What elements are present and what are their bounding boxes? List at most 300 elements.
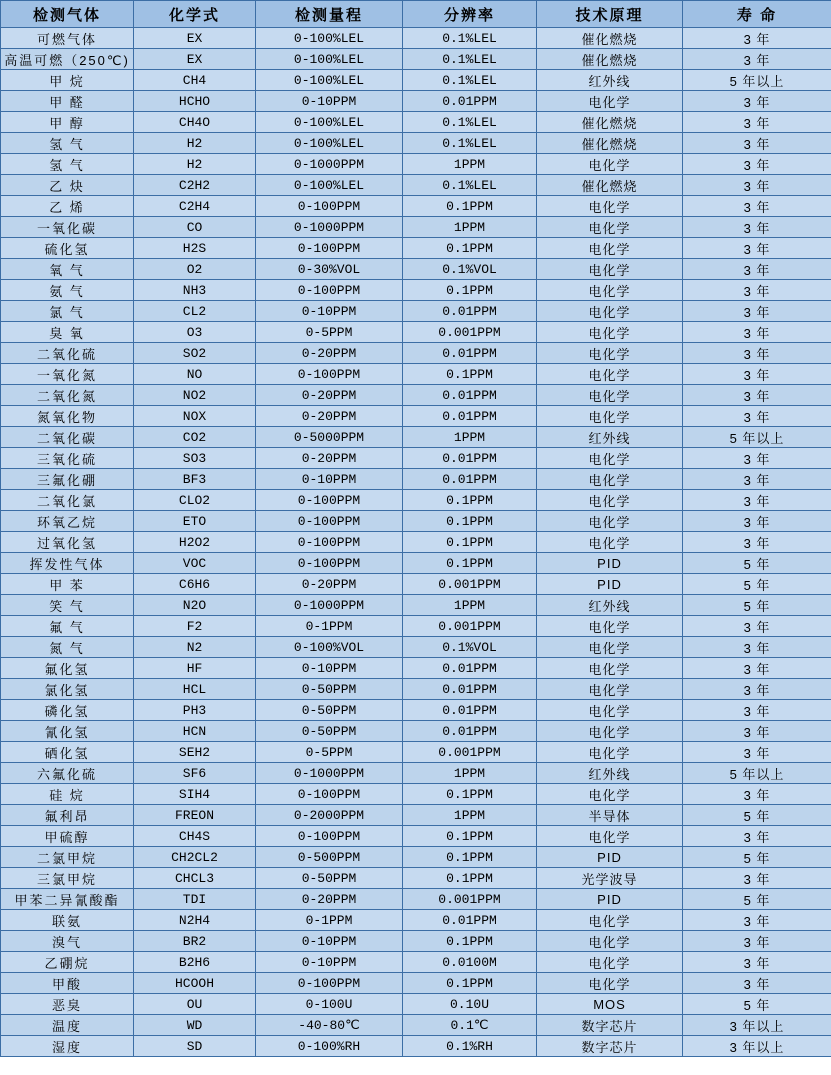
cell-resolution: 0.01PPM [403, 910, 537, 931]
cell-gas-name: 湿度 [1, 1036, 134, 1057]
cell-resolution: 0.1PPM [403, 868, 537, 889]
cell-detection-range: 0-100%LEL [256, 28, 403, 49]
cell-resolution: 0.0100M [403, 952, 537, 973]
cell-lifespan: 3 年 [683, 532, 831, 553]
cell-gas-name: 二氧化氯 [1, 490, 134, 511]
cell-gas-name: 硫化氢 [1, 238, 134, 259]
cell-technical-principle: 电化学 [537, 154, 683, 175]
table-row [1, 280, 831, 301]
cell-detection-range: 0-1000PPM [256, 217, 403, 238]
cell-lifespan: 3 年 [683, 280, 831, 301]
cell-chemical-formula: BF3 [134, 469, 256, 490]
table-row [1, 826, 831, 847]
cell-detection-range: 0-100U [256, 994, 403, 1015]
cell-lifespan: 3 年 [683, 721, 831, 742]
cell-gas-name: 三氧化硫 [1, 448, 134, 469]
cell-gas-name: 甲苯二异氰酸酯 [1, 889, 134, 910]
cell-technical-principle: 电化学 [537, 490, 683, 511]
cell-gas-name: 氟 气 [1, 616, 134, 637]
cell-resolution: 0.1PPM [403, 553, 537, 574]
cell-chemical-formula: N2H4 [134, 910, 256, 931]
cell-detection-range: 0-50PPM [256, 679, 403, 700]
cell-gas-name: 氮 气 [1, 637, 134, 658]
cell-gas-name: 乙 炔 [1, 175, 134, 196]
cell-technical-principle: 催化燃烧 [537, 28, 683, 49]
cell-chemical-formula: CHCL3 [134, 868, 256, 889]
table-row [1, 994, 831, 1015]
cell-chemical-formula: CH4S [134, 826, 256, 847]
cell-chemical-formula: HCHO [134, 91, 256, 112]
table-row [1, 343, 831, 364]
cell-gas-name: 氧 气 [1, 259, 134, 280]
table-row [1, 805, 831, 826]
cell-chemical-formula: N2 [134, 637, 256, 658]
cell-chemical-formula: SD [134, 1036, 256, 1057]
cell-detection-range: 0-10PPM [256, 658, 403, 679]
cell-chemical-formula: HCOOH [134, 973, 256, 994]
cell-detection-range: 0-100%LEL [256, 112, 403, 133]
cell-detection-range: 0-100PPM [256, 511, 403, 532]
cell-gas-name: 挥发性气体 [1, 553, 134, 574]
cell-chemical-formula: NH3 [134, 280, 256, 301]
cell-technical-principle: 电化学 [537, 952, 683, 973]
cell-chemical-formula: CL2 [134, 301, 256, 322]
cell-gas-name: 甲 醇 [1, 112, 134, 133]
table-row [1, 112, 831, 133]
cell-chemical-formula: TDI [134, 889, 256, 910]
header-detection-range: 检测量程 [256, 1, 403, 28]
cell-gas-name: 甲 苯 [1, 574, 134, 595]
cell-detection-range: 0-100PPM [256, 280, 403, 301]
cell-detection-range: 0-20PPM [256, 574, 403, 595]
cell-resolution: 0.01PPM [403, 658, 537, 679]
cell-technical-principle: 电化学 [537, 637, 683, 658]
cell-detection-range: 0-10PPM [256, 301, 403, 322]
table-row [1, 70, 831, 91]
cell-detection-range: 0-20PPM [256, 343, 403, 364]
cell-resolution: 1PPM [403, 763, 537, 784]
cell-gas-name: 环氧乙烷 [1, 511, 134, 532]
cell-detection-range: 0-100PPM [256, 784, 403, 805]
table-row [1, 49, 831, 70]
cell-gas-name: 臭 氧 [1, 322, 134, 343]
cell-technical-principle: 催化燃烧 [537, 49, 683, 70]
cell-resolution: 0.001PPM [403, 322, 537, 343]
cell-lifespan: 3 年以上 [683, 1015, 831, 1036]
cell-technical-principle: 电化学 [537, 658, 683, 679]
cell-chemical-formula: SO2 [134, 343, 256, 364]
table-row [1, 658, 831, 679]
cell-resolution: 0.01PPM [403, 385, 537, 406]
cell-lifespan: 5 年以上 [683, 763, 831, 784]
cell-resolution: 0.01PPM [403, 406, 537, 427]
cell-detection-range: 0-10PPM [256, 952, 403, 973]
cell-chemical-formula: WD [134, 1015, 256, 1036]
cell-technical-principle: 电化学 [537, 280, 683, 301]
cell-lifespan: 3 年 [683, 910, 831, 931]
cell-lifespan: 3 年 [683, 616, 831, 637]
cell-chemical-formula: HF [134, 658, 256, 679]
cell-lifespan: 3 年 [683, 952, 831, 973]
cell-resolution: 0.1%RH [403, 1036, 537, 1057]
cell-resolution: 0.01PPM [403, 679, 537, 700]
cell-lifespan: 3 年 [683, 28, 831, 49]
cell-lifespan: 3 年 [683, 154, 831, 175]
cell-technical-principle: 红外线 [537, 595, 683, 616]
table-row [1, 532, 831, 553]
cell-resolution: 0.1PPM [403, 364, 537, 385]
cell-lifespan: 5 年 [683, 574, 831, 595]
cell-gas-name: 可燃气体 [1, 28, 134, 49]
cell-lifespan: 3 年 [683, 973, 831, 994]
cell-technical-principle: 电化学 [537, 217, 683, 238]
cell-lifespan: 5 年以上 [683, 427, 831, 448]
cell-technical-principle: 电化学 [537, 616, 683, 637]
cell-lifespan: 3 年 [683, 133, 831, 154]
table-row [1, 679, 831, 700]
cell-chemical-formula: SF6 [134, 763, 256, 784]
cell-chemical-formula: H2O2 [134, 532, 256, 553]
cell-detection-range: 0-100PPM [256, 490, 403, 511]
cell-chemical-formula: CLO2 [134, 490, 256, 511]
cell-lifespan: 3 年以上 [683, 1036, 831, 1057]
cell-technical-principle: 电化学 [537, 322, 683, 343]
cell-technical-principle: 催化燃烧 [537, 133, 683, 154]
cell-chemical-formula: B2H6 [134, 952, 256, 973]
table-row [1, 637, 831, 658]
cell-gas-name: 六氟化硫 [1, 763, 134, 784]
cell-lifespan: 3 年 [683, 91, 831, 112]
table-row [1, 973, 831, 994]
cell-lifespan: 3 年 [683, 196, 831, 217]
cell-resolution: 0.1%LEL [403, 133, 537, 154]
table-row [1, 448, 831, 469]
table-row [1, 259, 831, 280]
cell-chemical-formula: CH4O [134, 112, 256, 133]
cell-chemical-formula: O3 [134, 322, 256, 343]
cell-gas-name: 过氧化氢 [1, 532, 134, 553]
cell-gas-name: 氨 气 [1, 280, 134, 301]
cell-gas-name: 硅 烷 [1, 784, 134, 805]
cell-resolution: 0.1PPM [403, 238, 537, 259]
cell-detection-range: 0-2000PPM [256, 805, 403, 826]
cell-technical-principle: 电化学 [537, 511, 683, 532]
cell-chemical-formula: ETO [134, 511, 256, 532]
cell-technical-principle: 数字芯片 [537, 1015, 683, 1036]
cell-lifespan: 5 年 [683, 595, 831, 616]
cell-chemical-formula: H2 [134, 133, 256, 154]
cell-gas-name: 甲 烷 [1, 70, 134, 91]
table-header [1, 1, 831, 28]
cell-gas-name: 氯化氢 [1, 679, 134, 700]
cell-lifespan: 3 年 [683, 112, 831, 133]
cell-lifespan: 3 年 [683, 700, 831, 721]
cell-chemical-formula: VOC [134, 553, 256, 574]
cell-detection-range: 0-100PPM [256, 826, 403, 847]
cell-gas-name: 氟利昂 [1, 805, 134, 826]
cell-technical-principle: 电化学 [537, 931, 683, 952]
cell-chemical-formula: NO2 [134, 385, 256, 406]
cell-technical-principle: PID [537, 553, 683, 574]
table-row [1, 931, 831, 952]
table-row [1, 133, 831, 154]
cell-chemical-formula: CO2 [134, 427, 256, 448]
cell-lifespan: 3 年 [683, 406, 831, 427]
table-row [1, 700, 831, 721]
cell-chemical-formula: HCL [134, 679, 256, 700]
cell-chemical-formula: C2H2 [134, 175, 256, 196]
cell-technical-principle: 电化学 [537, 385, 683, 406]
cell-chemical-formula: EX [134, 28, 256, 49]
cell-chemical-formula: F2 [134, 616, 256, 637]
cell-lifespan: 3 年 [683, 658, 831, 679]
cell-technical-principle: 电化学 [537, 679, 683, 700]
cell-resolution: 0.01PPM [403, 301, 537, 322]
cell-lifespan: 3 年 [683, 490, 831, 511]
cell-technical-principle: 红外线 [537, 763, 683, 784]
table-row [1, 154, 831, 175]
cell-detection-range: 0-100PPM [256, 364, 403, 385]
table-row [1, 574, 831, 595]
cell-chemical-formula: FREON [134, 805, 256, 826]
cell-detection-range: 0-20PPM [256, 406, 403, 427]
cell-lifespan: 3 年 [683, 931, 831, 952]
table-row [1, 763, 831, 784]
cell-resolution: 0.1%LEL [403, 49, 537, 70]
cell-technical-principle: 光学波导 [537, 868, 683, 889]
cell-chemical-formula: N2O [134, 595, 256, 616]
cell-chemical-formula: SEH2 [134, 742, 256, 763]
cell-detection-range: 0-50PPM [256, 700, 403, 721]
cell-lifespan: 3 年 [683, 238, 831, 259]
cell-chemical-formula: C6H6 [134, 574, 256, 595]
cell-technical-principle: 电化学 [537, 532, 683, 553]
cell-lifespan: 3 年 [683, 511, 831, 532]
cell-gas-name: 氢 气 [1, 133, 134, 154]
cell-resolution: 0.1%VOL [403, 637, 537, 658]
table-row [1, 616, 831, 637]
cell-lifespan: 5 年 [683, 889, 831, 910]
cell-lifespan: 5 年以上 [683, 70, 831, 91]
cell-lifespan: 3 年 [683, 343, 831, 364]
cell-detection-range: 0-100PPM [256, 238, 403, 259]
cell-technical-principle: 电化学 [537, 406, 683, 427]
table-row [1, 28, 831, 49]
cell-detection-range: 0-100%RH [256, 1036, 403, 1057]
cell-gas-name: 甲酸 [1, 973, 134, 994]
cell-lifespan: 3 年 [683, 679, 831, 700]
cell-chemical-formula: O2 [134, 259, 256, 280]
cell-detection-range: 0-100%LEL [256, 175, 403, 196]
cell-lifespan: 3 年 [683, 301, 831, 322]
header-gas-name: 检测气体 [1, 1, 134, 28]
cell-resolution: 0.001PPM [403, 889, 537, 910]
cell-chemical-formula: C2H4 [134, 196, 256, 217]
cell-chemical-formula: BR2 [134, 931, 256, 952]
cell-resolution: 0.1PPM [403, 196, 537, 217]
cell-gas-name: 硒化氢 [1, 742, 134, 763]
header-resolution: 分辨率 [403, 1, 537, 28]
cell-resolution: 0.01PPM [403, 700, 537, 721]
cell-resolution: 0.1PPM [403, 784, 537, 805]
cell-technical-principle: 电化学 [537, 784, 683, 805]
cell-gas-name: 氰化氢 [1, 721, 134, 742]
cell-detection-range: -40-80℃ [256, 1015, 403, 1036]
cell-technical-principle: 电化学 [537, 448, 683, 469]
cell-lifespan: 3 年 [683, 469, 831, 490]
table-row [1, 322, 831, 343]
cell-lifespan: 3 年 [683, 742, 831, 763]
cell-gas-name: 乙硼烷 [1, 952, 134, 973]
cell-technical-principle: PID [537, 574, 683, 595]
cell-chemical-formula: OU [134, 994, 256, 1015]
cell-detection-range: 0-10PPM [256, 931, 403, 952]
cell-resolution: 0.1PPM [403, 280, 537, 301]
cell-detection-range: 0-5000PPM [256, 427, 403, 448]
cell-gas-name: 氯 气 [1, 301, 134, 322]
table-row [1, 721, 831, 742]
cell-lifespan: 5 年 [683, 805, 831, 826]
table-row [1, 91, 831, 112]
cell-lifespan: 3 年 [683, 259, 831, 280]
header-lifespan: 寿 命 [683, 1, 831, 28]
cell-resolution: 0.1%LEL [403, 112, 537, 133]
cell-resolution: 0.01PPM [403, 91, 537, 112]
cell-lifespan: 3 年 [683, 217, 831, 238]
cell-lifespan: 3 年 [683, 322, 831, 343]
cell-technical-principle: 电化学 [537, 700, 683, 721]
cell-lifespan: 3 年 [683, 448, 831, 469]
cell-gas-name: 二氧化碳 [1, 427, 134, 448]
cell-chemical-formula: PH3 [134, 700, 256, 721]
cell-resolution: 0.001PPM [403, 574, 537, 595]
cell-detection-range: 0-100%LEL [256, 49, 403, 70]
cell-lifespan: 3 年 [683, 385, 831, 406]
table-row [1, 364, 831, 385]
cell-gas-name: 三氯甲烷 [1, 868, 134, 889]
cell-detection-range: 0-10PPM [256, 469, 403, 490]
cell-lifespan: 3 年 [683, 637, 831, 658]
cell-resolution: 0.1PPM [403, 826, 537, 847]
cell-detection-range: 0-100PPM [256, 532, 403, 553]
cell-chemical-formula: H2S [134, 238, 256, 259]
cell-technical-principle: 电化学 [537, 721, 683, 742]
cell-resolution: 0.1℃ [403, 1015, 537, 1036]
cell-gas-name: 甲 醛 [1, 91, 134, 112]
cell-detection-range: 0-1PPM [256, 910, 403, 931]
table-row [1, 175, 831, 196]
cell-resolution: 0.1PPM [403, 511, 537, 532]
table-row [1, 553, 831, 574]
cell-gas-name: 乙 烯 [1, 196, 134, 217]
table-row [1, 511, 831, 532]
cell-detection-range: 0-100%LEL [256, 133, 403, 154]
cell-resolution: 0.1PPM [403, 490, 537, 511]
table-row [1, 784, 831, 805]
cell-resolution: 1PPM [403, 805, 537, 826]
cell-gas-name: 氟化氢 [1, 658, 134, 679]
table-row [1, 217, 831, 238]
cell-detection-range: 0-5PPM [256, 742, 403, 763]
cell-detection-range: 0-1000PPM [256, 763, 403, 784]
cell-technical-principle: 电化学 [537, 469, 683, 490]
cell-technical-principle: 电化学 [537, 301, 683, 322]
cell-gas-name: 恶臭 [1, 994, 134, 1015]
cell-detection-range: 0-1000PPM [256, 154, 403, 175]
cell-technical-principle: 电化学 [537, 742, 683, 763]
cell-chemical-formula: NOX [134, 406, 256, 427]
cell-resolution: 0.01PPM [403, 469, 537, 490]
table-row [1, 196, 831, 217]
cell-detection-range: 0-50PPM [256, 868, 403, 889]
header-technical-principle: 技术原理 [537, 1, 683, 28]
cell-gas-name: 笑 气 [1, 595, 134, 616]
cell-technical-principle: 催化燃烧 [537, 112, 683, 133]
cell-detection-range: 0-100PPM [256, 196, 403, 217]
cell-lifespan: 5 年 [683, 847, 831, 868]
cell-detection-range: 0-50PPM [256, 721, 403, 742]
table-row [1, 490, 831, 511]
cell-resolution: 0.1PPM [403, 532, 537, 553]
cell-detection-range: 0-100PPM [256, 553, 403, 574]
cell-gas-name: 一氧化碳 [1, 217, 134, 238]
table-row [1, 301, 831, 322]
cell-technical-principle: 电化学 [537, 826, 683, 847]
cell-chemical-formula: EX [134, 49, 256, 70]
cell-resolution: 0.10U [403, 994, 537, 1015]
cell-detection-range: 0-10PPM [256, 91, 403, 112]
table-row [1, 889, 831, 910]
cell-resolution: 0.1%LEL [403, 28, 537, 49]
cell-technical-principle: 电化学 [537, 364, 683, 385]
cell-detection-range: 0-100%VOL [256, 637, 403, 658]
cell-resolution: 0.1%VOL [403, 259, 537, 280]
cell-technical-principle: 数字芯片 [537, 1036, 683, 1057]
cell-technical-principle: PID [537, 847, 683, 868]
cell-resolution: 0.001PPM [403, 742, 537, 763]
cell-lifespan: 3 年 [683, 49, 831, 70]
cell-resolution: 0.001PPM [403, 616, 537, 637]
cell-detection-range: 0-5PPM [256, 322, 403, 343]
cell-resolution: 1PPM [403, 154, 537, 175]
table-row [1, 847, 831, 868]
cell-resolution: 0.1%LEL [403, 175, 537, 196]
cell-technical-principle: 催化燃烧 [537, 175, 683, 196]
table-row [1, 385, 831, 406]
cell-lifespan: 3 年 [683, 364, 831, 385]
cell-resolution: 1PPM [403, 217, 537, 238]
table-row [1, 1036, 831, 1057]
cell-gas-name: 二氧化硫 [1, 343, 134, 364]
cell-technical-principle: 电化学 [537, 91, 683, 112]
cell-resolution: 0.01PPM [403, 343, 537, 364]
cell-gas-name: 甲硫醇 [1, 826, 134, 847]
cell-gas-name: 氢 气 [1, 154, 134, 175]
cell-technical-principle: 电化学 [537, 910, 683, 931]
cell-resolution: 1PPM [403, 595, 537, 616]
table-row [1, 868, 831, 889]
cell-gas-name: 磷化氢 [1, 700, 134, 721]
cell-detection-range: 0-500PPM [256, 847, 403, 868]
table-row [1, 742, 831, 763]
cell-lifespan: 3 年 [683, 175, 831, 196]
table-row [1, 952, 831, 973]
cell-technical-principle: 电化学 [537, 343, 683, 364]
header-row [1, 1, 831, 28]
cell-chemical-formula: CO [134, 217, 256, 238]
cell-gas-name: 氮氧化物 [1, 406, 134, 427]
cell-resolution: 1PPM [403, 427, 537, 448]
